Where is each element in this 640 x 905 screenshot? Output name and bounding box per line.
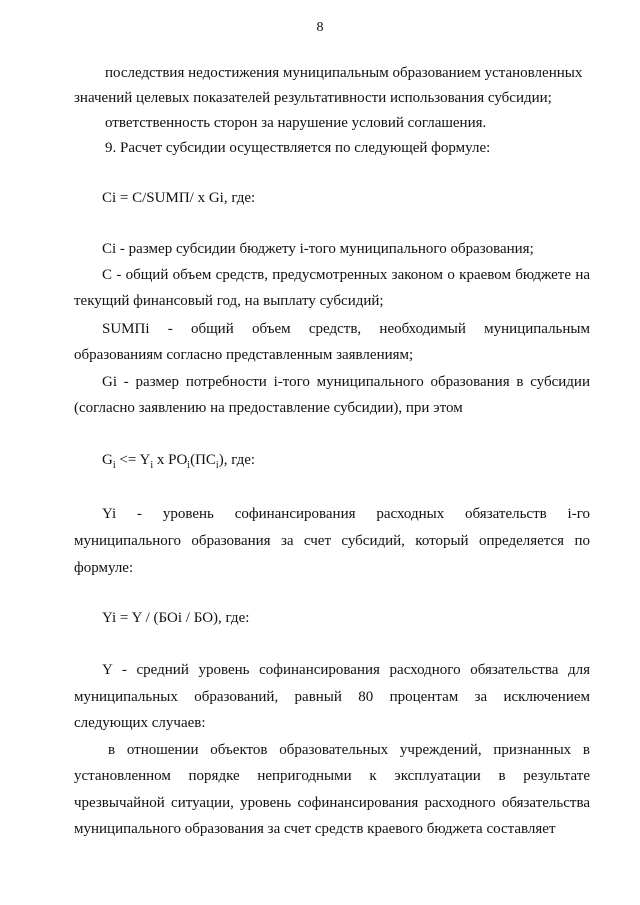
- formula-part: (ПC: [190, 452, 216, 468]
- formula-part: ), где:: [218, 452, 256, 468]
- text-line: Yi - уровень софинансирования расходных обязательств i-го: [102, 506, 590, 522]
- text-line: муниципальных образований, равный 80 процентам за исключением: [74, 689, 590, 705]
- formula-part: x PO: [153, 452, 188, 468]
- text-line: последствия недостижения муниципальным образованием установленных: [105, 65, 583, 81]
- text-line: (согласно заявлению на предоставление субсидии), при этом: [74, 400, 463, 416]
- text-line: образованиям согласно представленным заявлениям;: [74, 347, 414, 363]
- text-line: Gi - размер потребности i-того муниципального образования в субсидии: [102, 374, 590, 390]
- text-line: C - общий объем средств, предусмотренных законом о краевом бюджете на: [102, 267, 590, 283]
- formula-part: G: [102, 452, 113, 468]
- formula-part: <= Y: [115, 452, 151, 468]
- formula-need: [102, 451, 255, 469]
- text-line: ответственность сторон за нарушение условий соглашения.: [105, 115, 487, 131]
- text-line: формуле:: [74, 560, 134, 576]
- text-line: Y - средний уровень софинансирования расходного обязательства для: [102, 662, 590, 678]
- formula-subscript: i: [150, 460, 154, 471]
- formula-subscript: i: [112, 460, 116, 471]
- text-line: Ci - размер субсидии бюджету i-того муниципального образования;: [102, 241, 534, 257]
- text-line: чрезвычайной ситуации, уровень софинансирования расходного обязательства: [74, 795, 590, 811]
- text-line: текущий финансовый год, на выплату субсидий;: [74, 293, 384, 309]
- text-line: установленном порядке непригодными к эксплуатации в результате: [74, 768, 590, 784]
- formula-cofinancing: Yi = Y / (БОi / БО), где:: [102, 610, 250, 626]
- text-line: следующих случаев:: [74, 715, 206, 731]
- text-line: SUMПi - общий объем средств, необходимый муниципальным: [102, 321, 590, 337]
- text-line: муниципального образования за счет средств краевого бюджета составляет: [74, 821, 556, 837]
- text-line: 9. Расчет субсидии осуществляется по следующей формуле:: [105, 140, 491, 156]
- page-number: 8: [316, 20, 324, 35]
- text-line: муниципального образования за счет субсидий, который определяется по: [74, 533, 590, 549]
- formula-subscript: i: [187, 460, 191, 471]
- text-line: значений целевых показателей результативности использования субсидии;: [74, 90, 552, 106]
- text-line: в отношении объектов образовательных учреждений, признанных в: [108, 742, 590, 758]
- formula-subscript: i: [215, 460, 219, 471]
- formula-subsidy: Ci = C/SUMП/ x Gi, где:: [102, 190, 256, 206]
